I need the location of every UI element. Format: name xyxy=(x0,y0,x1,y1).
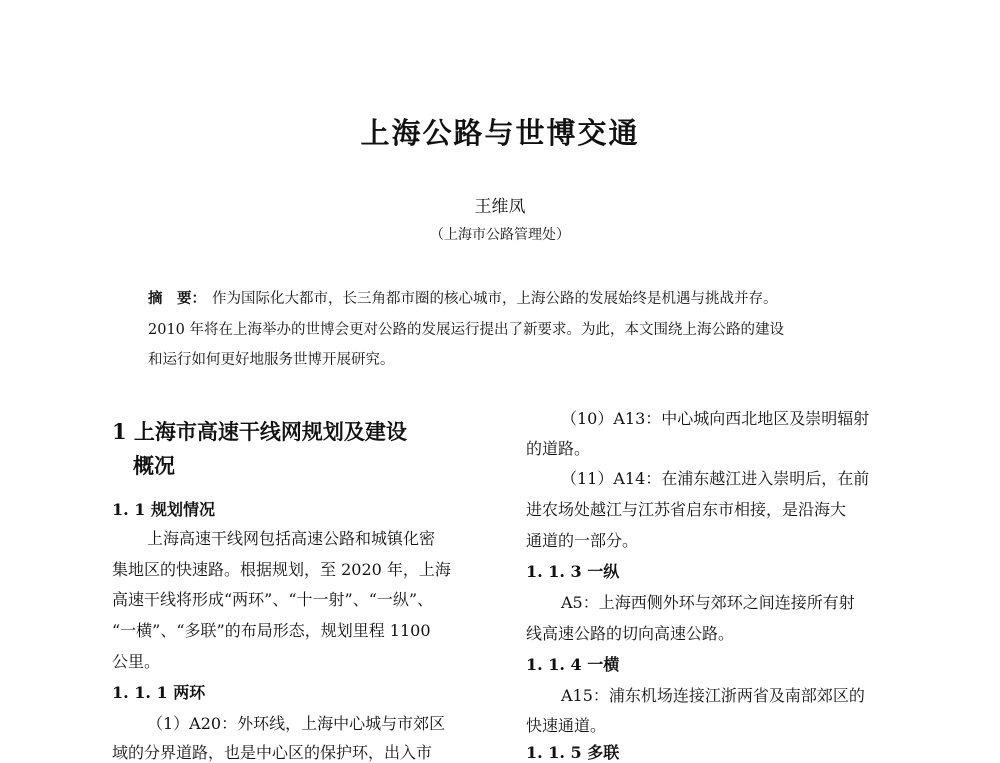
abstract-line-3: 和运行如何更好地服务世博开展研究。 xyxy=(148,352,395,368)
paragraph-line: （1）A20：外环线，上海中心城与市郊区 xyxy=(147,714,446,733)
paragraph-line: 进农场处越江与江苏省启东市相接，是沿海大 xyxy=(526,500,847,519)
paragraph-line: A15：浦东机场连接江浙两省及南部郊区的 xyxy=(561,686,865,705)
paragraph-line: 快速通道。 xyxy=(526,716,607,735)
author-affiliation: （上海市公路管理处） xyxy=(430,227,570,243)
paragraph-line: “一横”、“多联”的布局形态，规划里程 1100 xyxy=(112,621,431,640)
abstract-line-2: 2010 年将在上海举办的世博会更对公路的发展运行提出了新要求。为此，本文围绕上海公路的建设 xyxy=(148,322,785,338)
section-heading-1-line-1: 1 上海市高速干线网规划及建设 xyxy=(112,419,407,444)
paragraph-line: 上海高速干线网包括高速公路和城镇化密 xyxy=(147,529,436,548)
subsection-1-1-3: 1. 1. 3 一纵 xyxy=(526,562,620,581)
author-name: 王维凤 xyxy=(474,197,526,217)
paragraph-line: 线高速公路的切向高速公路。 xyxy=(526,624,735,643)
paragraph-line: 公里。 xyxy=(112,652,161,671)
paragraph-line: 域的分界道路，也是中心区的保护环，出入市 xyxy=(112,743,433,762)
subsection-1-1-4: 1. 1. 4 一横 xyxy=(526,655,620,674)
paper-title: 上海公路与世博交通 xyxy=(360,116,640,150)
section-heading-1-line-2: 概况 xyxy=(133,453,175,478)
abstract-text-1: 作为国际化大都市，长三角都市圈的核心城市，上海公路的发展始终是机遇与挑战并存。 xyxy=(212,291,778,307)
abstract-label: 摘 要： xyxy=(148,290,206,307)
paragraph-line: （10）A13：中心城向西北地区及崇明辐射 xyxy=(561,409,870,428)
paragraph-line: 集地区的快速路。根据规划，至 2020 年，上海 xyxy=(112,560,451,579)
paragraph-line: （11）A14：在浦东越江进入崇明后，在前 xyxy=(561,469,870,488)
abstract-line-1 xyxy=(148,287,778,308)
paragraph-line: A5：上海西侧外环与郊环之间连接所有射 xyxy=(561,593,855,612)
subsection-1-1-5: 1. 1. 5 多联 xyxy=(526,743,620,762)
paragraph-line: 高速干线将形成“两环”、“十一射”、“一纵”、 xyxy=(112,590,434,609)
paragraph-line: 的道路。 xyxy=(526,439,591,458)
subsection-1-1-1: 1. 1. 1 两环 xyxy=(112,683,206,702)
paragraph-line: 通道的一部分。 xyxy=(526,531,639,550)
subsection-1-1: 1. 1 规划情况 xyxy=(112,500,215,519)
